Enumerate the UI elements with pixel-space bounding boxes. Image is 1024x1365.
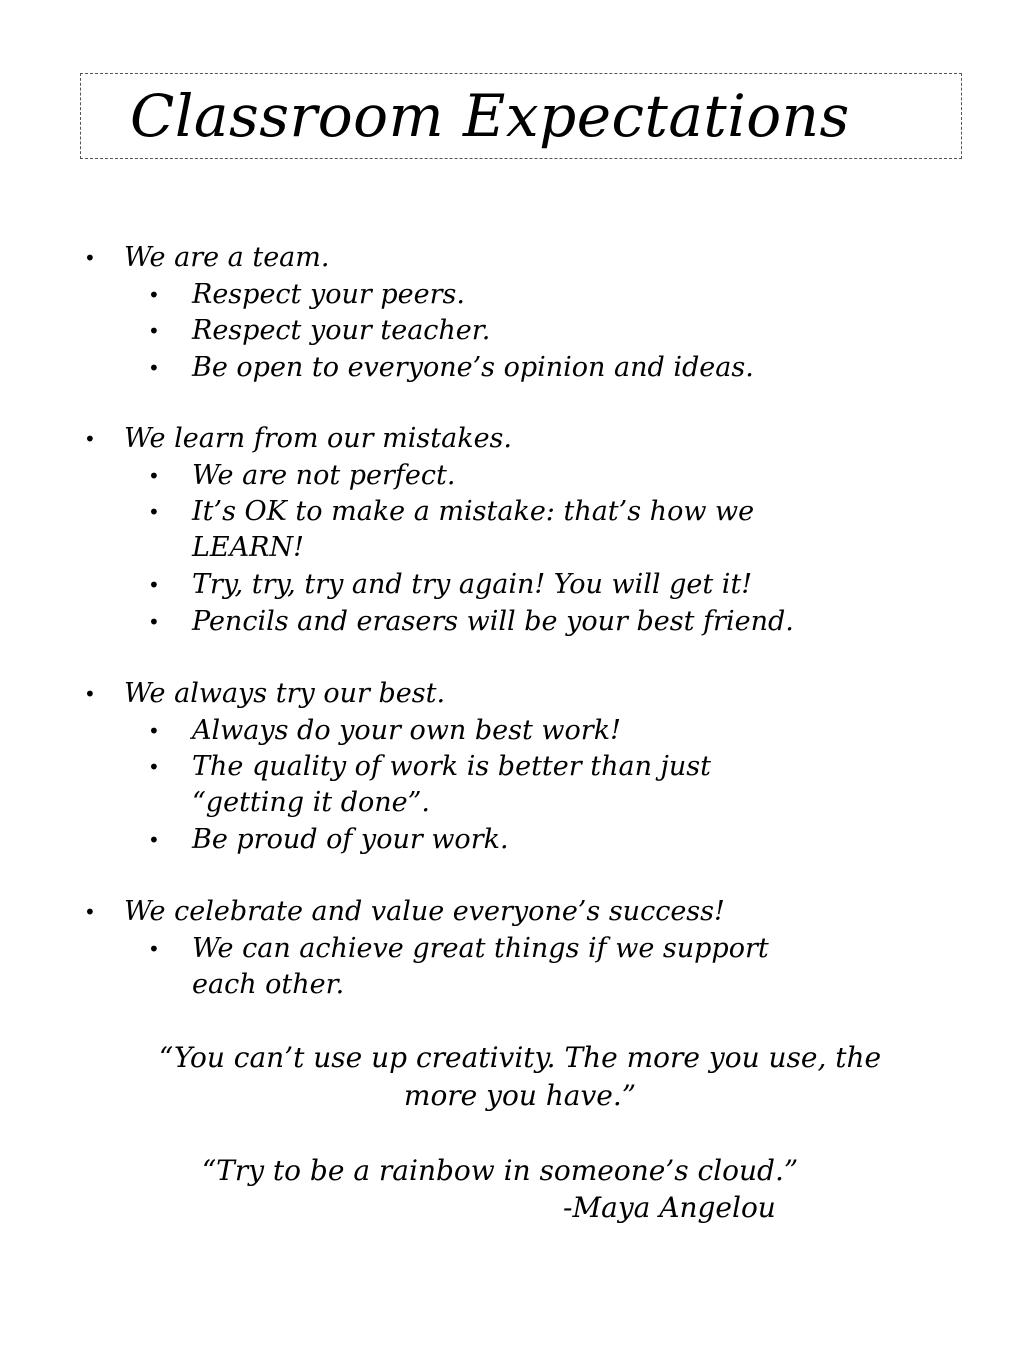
- bullet: •: [148, 755, 160, 779]
- bullet: •: [84, 246, 96, 270]
- quote-attribution: -Maya Angelou: [563, 1191, 776, 1224]
- list-item-continuation: each other.: [192, 969, 345, 1000]
- section-heading: We are a team.: [124, 242, 330, 273]
- bullet: •: [148, 464, 160, 488]
- creativity-quote-line: more you have.”: [403, 1079, 637, 1112]
- section-heading: We celebrate and value everyone’s success!: [124, 896, 725, 927]
- bullet: •: [148, 573, 160, 597]
- page-title: Classroom Expectations: [130, 82, 850, 150]
- bullet: •: [148, 937, 160, 961]
- list-item: Try, try, try and try again! You will get it!: [192, 569, 753, 600]
- list-item-continuation: LEARN!: [192, 532, 304, 563]
- bullet: •: [148, 319, 160, 343]
- list-item: The quality of work is better than just: [192, 751, 712, 782]
- bullet: •: [148, 719, 160, 743]
- creativity-quote-line: “You can’t use up creativity. The more you use, the: [158, 1041, 882, 1074]
- rainbow-quote: “Try to be a rainbow in someone’s cloud.”: [201, 1154, 799, 1187]
- list-item-continuation: “getting it done”.: [192, 787, 431, 818]
- bullet: •: [84, 682, 96, 706]
- bullet: •: [148, 610, 160, 634]
- bullet: •: [148, 356, 160, 380]
- list-item: We are not perfect.: [192, 460, 456, 491]
- bullet: •: [148, 500, 160, 524]
- section-heading: We always try our best.: [124, 678, 446, 709]
- list-item: Be proud of your work.: [192, 824, 509, 855]
- list-item: Pencils and erasers will be your best friend.: [192, 606, 794, 637]
- bullet: •: [84, 427, 96, 451]
- list-item: Respect your peers.: [192, 279, 465, 310]
- list-item: It’s OK to make a mistake: that’s how we: [192, 496, 755, 527]
- list-item: We can achieve great things if we support: [192, 933, 769, 964]
- section-heading: We learn from our mistakes.: [124, 423, 512, 454]
- list-item: Always do your own best work!: [192, 715, 621, 746]
- list-item: Respect your teacher.: [192, 315, 491, 346]
- bullet: •: [84, 900, 96, 924]
- bullet: •: [148, 828, 160, 852]
- bullet: •: [148, 283, 160, 307]
- list-item: Be open to everyone’s opinion and ideas.: [192, 352, 754, 383]
